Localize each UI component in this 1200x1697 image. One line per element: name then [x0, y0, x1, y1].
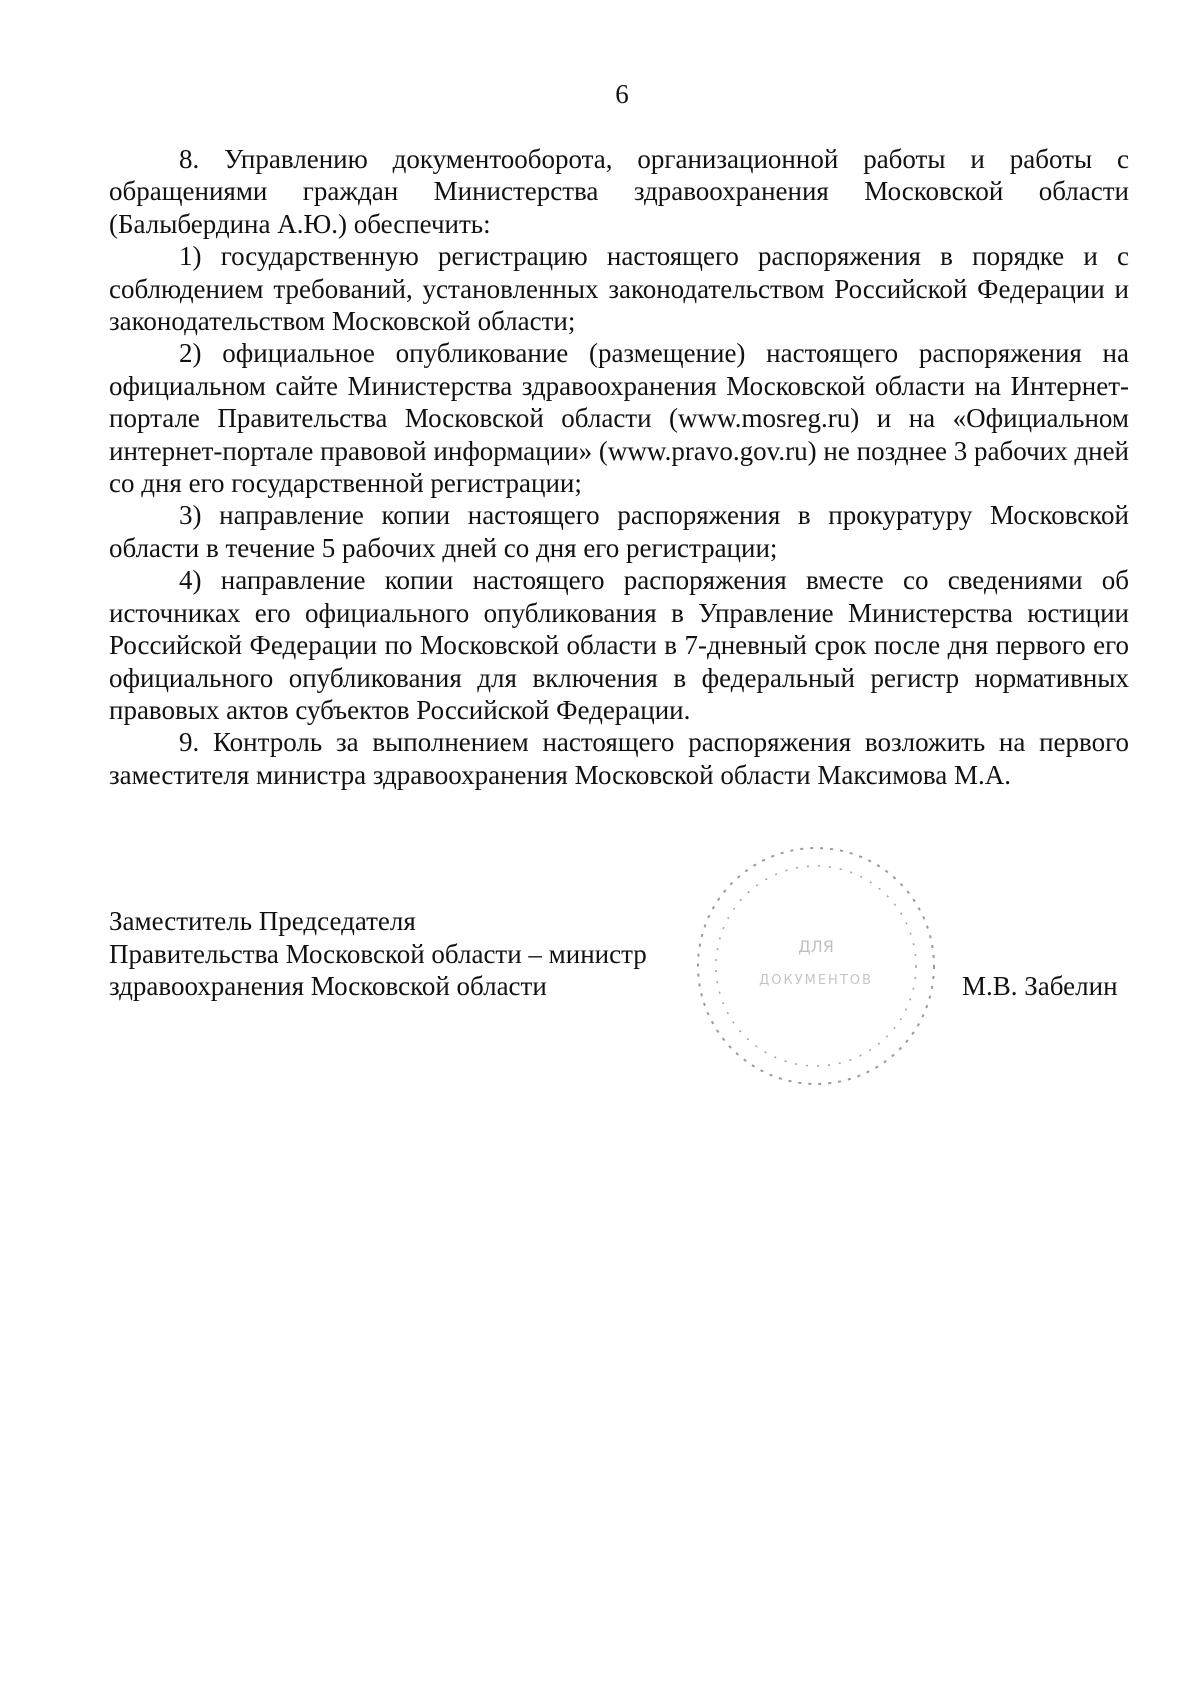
position-line-2: Правительства Московской области – министр	[109, 938, 647, 969]
stamp-inner-ring	[716, 866, 916, 1066]
paragraph-8-1: 1) государственную регистрацию настоящего распоряжения в порядке и с соблюдением требований, установленных законодательством Российской Федерации и законодательством Московской области;	[109, 241, 1129, 337]
document-body	[109, 143, 1129, 791]
paragraph-9: 9. Контроль за выполнением настоящего распоряжения возложить на первого заместителя министра здравоохранения Московской области Максимова М.А.	[109, 727, 1129, 790]
paragraph-8: 8. Управлению документооборота, организационной работы и работы с обращениями граждан Министерства здравоохранения Московской области (Балыбердина А.Ю.) обеспечить:	[109, 144, 1129, 239]
stamp-outer-ring	[698, 848, 934, 1084]
official-stamp	[688, 838, 944, 1094]
stamp-text-bottom: ДОКУМЕНТОВ	[759, 973, 873, 988]
paragraph-8-2: 2) официальное опубликование (размещение) настоящего распоряжения на официальном сайте Министерства здравоохранения Московской области на Интернет-портале Правительства Московской области (www.mosreg.ru) и на «Официальном интернет-портале правовой информации» (www.pravo.gov.ru) не позднее 3 рабочих дней со дня его государственной регистрации;	[109, 338, 1129, 499]
position-line-1: Заместитель Председателя	[109, 906, 416, 936]
paragraph-8-4: 4) направление копии настоящего распоряжения вместе со сведениями об источниках его официального опубликования в Управление Министерства юстиции Российской Федерации по Московской области в 7-дневный срок после дня первого его официального опубликования для включения в федеральный регистр нормативных правовых актов субъектов Российской Федерации.	[109, 565, 1129, 725]
paragraph-8-3: 3) направление копии настоящего распоряжения в прокуратуру Московской области в течение 5 рабочих дней со дня его регистрации;	[109, 500, 1129, 563]
page-number: 6	[615, 79, 629, 109]
signer-name: М.В. Забелин	[962, 971, 1118, 1001]
stamp-text-top: ДЛЯ	[798, 937, 834, 956]
position-line-3: здравоохранения Московской области	[109, 971, 547, 1001]
